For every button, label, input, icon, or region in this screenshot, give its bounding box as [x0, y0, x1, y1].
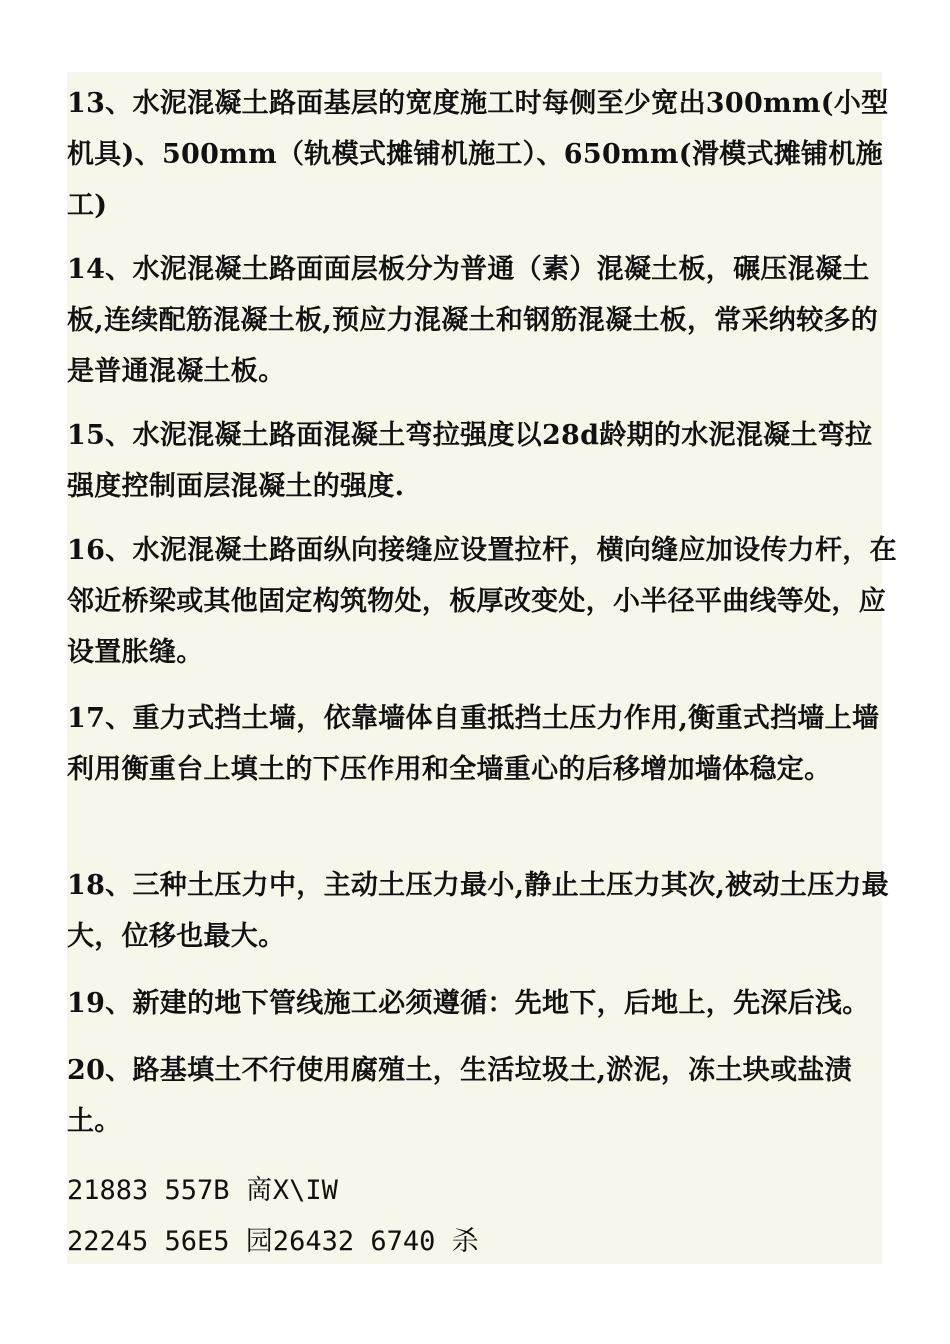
paragraph-15: 15、水泥混凝土路面混凝土弯拉强度以28d龄期的水泥混凝土弯拉强度控制面层混凝土的强度. [67, 420, 873, 502]
paragraph-16: 16、水泥混凝土路面纵向接缝应设置拉杆，横向缝应加设传力杆，在邻近桥梁或其他固定构筑物处，板厚改变处，小半径平曲线等处，应设置胀缝。 [67, 535, 897, 668]
document-page [67, 72, 897, 1264]
paragraph-20: 20、路基填土不行使用腐殖土，生活垃圾土,淤泥，冻土块或盐渍土。 [67, 1055, 852, 1137]
paragraph-13: 13、水泥混凝土路面基层的宽度施工时每侧至少宽出300mm(小型机具)、500mm（轨模式摊铺机施工）、650mm(滑模式摊铺机施工) [67, 88, 889, 221]
paragraph-18: 18、三种土压力中，主动土压力最小,静止土压力其次,被动土压力最大，位移也最大。 [67, 870, 889, 952]
trailing-code-line-2: 22245 56E5 园26432 6740 杀 [67, 1226, 479, 1257]
paragraph-14: 14、水泥混凝土路面面层板分为普通（素）混凝土板，碾压混凝土板,连续配筋混凝土板,预应力混凝土和钢筋混凝土板，常采纳较多的是普通混凝土板。 [67, 254, 879, 387]
paragraph-17: 17、重力式挡土墙，依靠墙体自重抵挡土压力作用,衡重式挡墙上墙利用衡重台上填土的下压作用和全墙重心的后移增加墙体稳定。 [67, 703, 880, 785]
trailing-code-line-1: 21883 557B 啇X\IW [67, 1175, 338, 1206]
paragraph-19: 19、新建的地下管线施工必须遵循：先地下，后地上，先深后浅。 [67, 988, 870, 1019]
